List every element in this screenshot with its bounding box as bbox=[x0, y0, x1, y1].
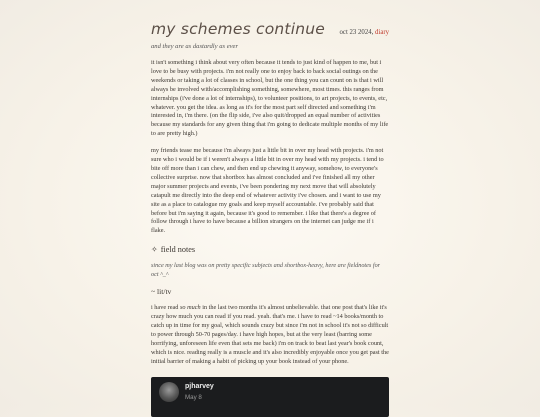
paragraph-1: it isn't something i think about very often because it tends to just kind of happen to me, but i love to be busy with projects. i'm not really one to enjoy back to back social outings on the weekends or taking a lot of classes in school, but the one thing you can count on is that i will always be involved with/accomplishing something, somewhere, most times. this ranges from internships (i've done a lot of internships), to volunteer positions, to art projects, to events, etc, whatever. you get the idea. as long as it's for the most part self directed and something i'm interested in, i'm there. (on the flip side, i've also quit/dropped an equal number of activities because my standards for any given thing that i'm going to dedicate multiple months of my life to are pretty high.) bbox=[151, 59, 389, 138]
embed-username[interactable]: pjharvey bbox=[185, 382, 214, 390]
post-title: my schemes continue bbox=[151, 20, 325, 38]
avatar bbox=[159, 382, 179, 402]
post-subtitle: and they are as dastardly as ever bbox=[151, 43, 239, 50]
paragraph-3-emphasis: so much bbox=[179, 304, 201, 312]
paragraph-3-start: i have read bbox=[151, 304, 180, 312]
section-heading bbox=[151, 245, 389, 254]
paragraph-3 bbox=[151, 304, 389, 366]
post-date: oct 23 2024, bbox=[339, 29, 374, 36]
subsection-heading: ~ lit/tv bbox=[151, 287, 172, 297]
section-title: field notes bbox=[160, 245, 196, 255]
paragraph-3-end: in the last two months it's almost unbelievable. that one post that's like it's crazy how much you can read if you read. yeah. that's me. i have to read ~14 books/month to catch up in time for my goal, which sounds crazy but since i'm not in school it's not so difficult to power through 50-70 pages/day. i have high hopes, but at the very least (barring some horrifying, unforeseen life even that sets me back) i'm on track to beat last year's book count, which is nice. reading really is a muscle and it's also incredibly enjoyable once you get past the initial barrier of making a habit of picking up your book instead of your phone. bbox=[151, 304, 389, 365]
sparkle-icon: ✧ bbox=[151, 245, 158, 255]
post-header bbox=[151, 20, 389, 38]
embed-date: May 8 bbox=[185, 393, 202, 401]
post-tag-link[interactable]: diary bbox=[375, 29, 389, 36]
post-meta bbox=[340, 29, 389, 36]
social-embed-card[interactable] bbox=[151, 377, 389, 417]
blog-post bbox=[151, 20, 389, 417]
section-note: since my last blog was on pretty specific subjects and shortbox-heavy, here are fieldnotes for oct ^_^ bbox=[151, 262, 381, 278]
paragraph-2: my friends tease me because i'm always just a little bit in over my head with projects. i'm not sure who i would be if i weren't always a little bit in over my head with my projects. i tend to bite off more than i can chew, and then end up chewing it anyway, somehow, to everyone's collective surprise. now that shortbox has almost concluded and i've finished all my other major summer projects and events, i've been pondering my next move that will absolutely catapult me directly into the deep end of whatever activity i've chosen. and i want to use my site as a place to catalogue my goals and keep myself accountable. i've probably said that before but i'm saying it again, because it's good to remember. i like that there's a degree of follow through i have to have because a billion strangers on the internet can judge me if i flake. bbox=[151, 147, 384, 235]
